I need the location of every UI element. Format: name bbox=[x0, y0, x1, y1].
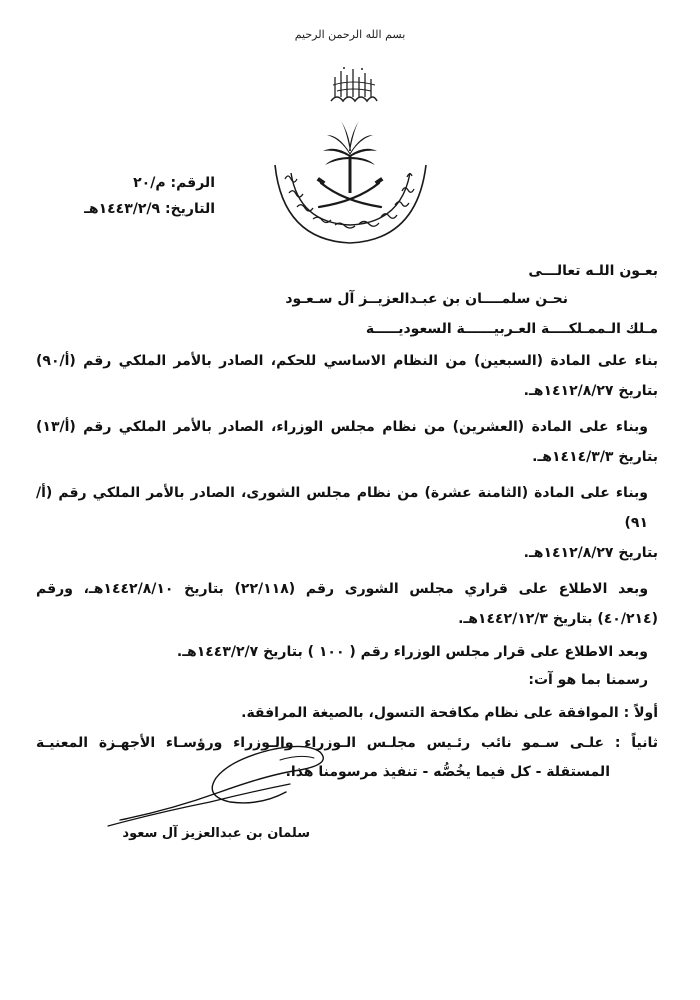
reference-block bbox=[84, 170, 215, 222]
reference-date: التاريخ: ١٤٤٣/٢/٩هـ bbox=[84, 201, 215, 217]
saudi-emblem-logo bbox=[263, 115, 438, 255]
signer-name: سلمان بن عبدالعزيز آل سعود bbox=[122, 826, 310, 841]
kingdom-title-line: مـلك الـممـلكــــة العـربيــــــة السعوديـــــة bbox=[365, 321, 658, 337]
preamble-4-line-2: (٤٠/٢١٤) بتاريخ ١٤٤٢/١٢/٣هـ. bbox=[458, 611, 658, 627]
king-name-line: نحـن سلمــــان بن عبـدالعزيــز آل سـعـود bbox=[285, 291, 568, 307]
preamble-3-line-2: بتاريخ ١٤١٢/٨/٢٧هـ. bbox=[523, 545, 658, 561]
preamble-3-line-1: وبناء على المادة (الثامنة عشرة) من نظام مجلس الشورى، الصادر بالأمر الملكي رقم (أ/٩١) bbox=[36, 485, 648, 531]
article-2-line-2: المستقلة - كل فيما يخُصُّه - تنفيذ مرسومنا هذا. bbox=[285, 764, 610, 780]
reference-number: الرقم: م/٢٠ bbox=[133, 175, 215, 191]
basmala: بسم الله الرحمن الرحيم bbox=[294, 28, 406, 41]
shahada-calligraphy bbox=[325, 63, 381, 107]
preamble-1-line-1: بناء على المادة (السبعين) من النظام الاساسي للحكم، الصادر بالأمر الملكي رقم (أ/٩٠) bbox=[36, 353, 658, 369]
preamble-1-line-2: بتاريخ ١٤١٢/٨/٢٧هـ. bbox=[523, 383, 658, 399]
preamble-2-line-2: بتاريخ ١٤١٤/٣/٣هـ. bbox=[532, 449, 658, 465]
preamble-4-line-1: وبعد الاطلاع على قراري مجلس الشورى رقم (٢٢/١١٨) بتاريخ ١٤٤٢/٨/١٠هـ، ورقم bbox=[36, 581, 649, 597]
invocation-line: بعـون اللـه تعالـــى bbox=[528, 263, 658, 279]
preamble-5: وبعد الاطلاع على قرار مجلس الوزراء رقم ( ١٠٠ ) بتاريخ ١٤٤٣/٢/٧هـ. bbox=[176, 644, 648, 660]
decree-formula: رسمنا بما هو آت: bbox=[528, 672, 648, 688]
article-1: أولاً : الموافقة على نظام مكافحة التسول، بالصيغة المرافقة. bbox=[241, 705, 658, 721]
preamble-2-line-1: وبناء على المادة (العشرين) من نظام مجلس الوزراء، الصادر بالأمر الملكي رقم (أ/١٣) bbox=[36, 419, 648, 435]
article-2-line-1: ثانياً : علـى سـمو نائب رئـيس مجلـس الـوزراء والـوزراء ورؤسـاء الأجهـزة المعنيـة bbox=[36, 735, 658, 751]
decree-body bbox=[36, 258, 658, 786]
